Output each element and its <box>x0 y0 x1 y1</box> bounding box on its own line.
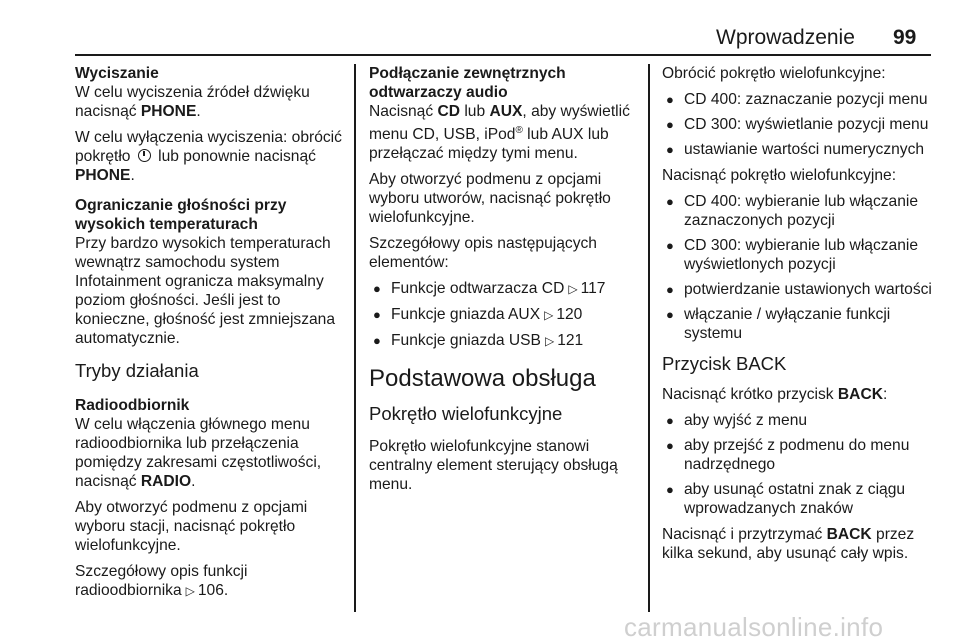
basic-operation-title: Podstawowa obsługa <box>369 365 596 393</box>
list-item: ● aby usunąć ostatni znak z ciągu wprowadzanych znaków <box>662 480 934 518</box>
back-intro: Nacisnąć krótko przycisk BACK: <box>662 386 888 403</box>
page-ref-icon: ▷ <box>544 334 555 349</box>
page-ref-icon: ▷ <box>185 584 195 598</box>
list-item: ● potwierdzanie ustawionych wartości <box>662 280 934 299</box>
radio-paragraph-3: Szczegółowy opis funkcji radioodbiornika ▷ 106. <box>75 563 248 599</box>
list-item: ● włączanie / wyłączanie funkcji systemu <box>662 305 934 343</box>
list-item: ● aby przejść z podmenu do menu nadrzędnego <box>662 436 934 474</box>
back-hold-paragraph: Nacisnąć i przytrzymać BACK przez kilka sekund, aby usunąć cały wpis. <box>662 526 915 562</box>
list-item: ● CD 300: wyświetlanie pozycji menu <box>662 115 934 134</box>
header-divider <box>75 54 931 56</box>
page-number: 99 <box>893 26 917 49</box>
temp-paragraph: Przy bardzo wysokich temperaturach wewnątrz samochodu system Infotainment ogranicza maksymalny poziom głośności. Jeśli jest to konieczne, głośność jest zmniejszana automatycznie. <box>75 235 336 347</box>
column-divider-2 <box>648 64 650 612</box>
multifunction-knob-paragraph: Pokrętło wielofunkcyjne stanowi centralny element sterujący obsługą menu. <box>369 438 618 494</box>
press-intro: Nacisnąć pokrętło wielofunkcyjne: <box>662 167 897 184</box>
page-ref-icon: ▷ <box>544 308 554 323</box>
column-divider-1 <box>354 64 356 612</box>
page-ref-link[interactable]: 120 <box>556 306 583 324</box>
temp-heading: Ograniczanie głośności przy wysokich temperaturach <box>75 197 287 233</box>
turn-intro: Obrócić pokrętło wielofunkcyjne: <box>662 65 886 82</box>
list-item: ● Funkcje gniazda USB ▷ 121 <box>369 331 641 351</box>
turn-list <box>662 90 934 159</box>
list-item: ● ustawianie wartości numerycznych <box>662 140 934 159</box>
list-item: ● Funkcje gniazda AUX ▷ 120 <box>369 305 641 325</box>
list-item: ● Funkcje odtwarzacza CD ▷ 117 <box>369 279 641 299</box>
press-list <box>662 192 934 343</box>
mute-paragraph-2: W celu wyłączenia wyciszenia: obrócić pokrętło lub ponownie nacisnąć PHONE. <box>75 129 342 184</box>
mute-heading: Wyciszanie <box>75 65 159 82</box>
radio-paragraph-1: W celu włączenia głównego menu radioodbiornika lub przełączenia pomiędzy zakresami częstotliwości, nacisnąć RADIO. <box>75 416 322 490</box>
mute-paragraph-1: W celu wyciszenia źródeł dźwięku nacisnąć PHONE. <box>75 84 310 120</box>
column-3 <box>662 64 934 570</box>
modes-section-title: Tryby działania <box>75 360 199 381</box>
external-audio-paragraph-2: Aby otworzyć podmenu z opcjami wyboru utworów, nacisnąć pokrętło wielofunkcyjne. <box>369 171 611 227</box>
page-ref-link[interactable]: 117 <box>580 280 606 298</box>
list-item: ● CD 400: zaznaczanie pozycji menu <box>662 90 934 109</box>
list-item: ● aby wyjść z menu <box>662 411 934 430</box>
list-item: ● CD 300: wybieranie lub włączanie wyświetlonych pozycji <box>662 236 934 274</box>
back-button-title: Przycisk BACK <box>662 353 787 374</box>
back-list <box>662 411 934 518</box>
radio-heading: Radioodbiornik <box>75 397 190 414</box>
list-item: ● CD 400: wybieranie lub włączanie zaznaczonych pozycji <box>662 192 934 230</box>
column-1 <box>75 64 347 608</box>
chapter-title: Wprowadzenie <box>716 26 855 49</box>
external-audio-paragraph-3: Szczegółowy opis następujących elementów: <box>369 235 597 272</box>
multifunction-knob-title: Pokrętło wielofunkcyjne <box>369 403 563 425</box>
page-ref-link[interactable]: 121 <box>557 332 584 350</box>
external-audio-paragraph-1: Nacisnąć CD lub AUX, aby wyświetlić menu CD, USB, iPod® lub AUX lub przełączać między tymi menu. <box>369 103 630 163</box>
page-ref-icon: ▷ <box>568 282 578 297</box>
page-header <box>0 0 960 56</box>
column-2 <box>369 64 641 501</box>
knob-icon <box>138 149 151 162</box>
radio-paragraph-2: Aby otworzyć podmenu z opcjami wyboru stacji, nacisnąć pokrętło wielofunkcyjne. <box>75 499 308 554</box>
watermark: carmanualsonline.info <box>624 612 884 642</box>
page-ref-link[interactable]: 106. <box>197 582 229 599</box>
function-list <box>369 279 641 351</box>
external-audio-heading: Podłączanie zewnętrznych odtwarzaczy audio <box>369 65 566 101</box>
